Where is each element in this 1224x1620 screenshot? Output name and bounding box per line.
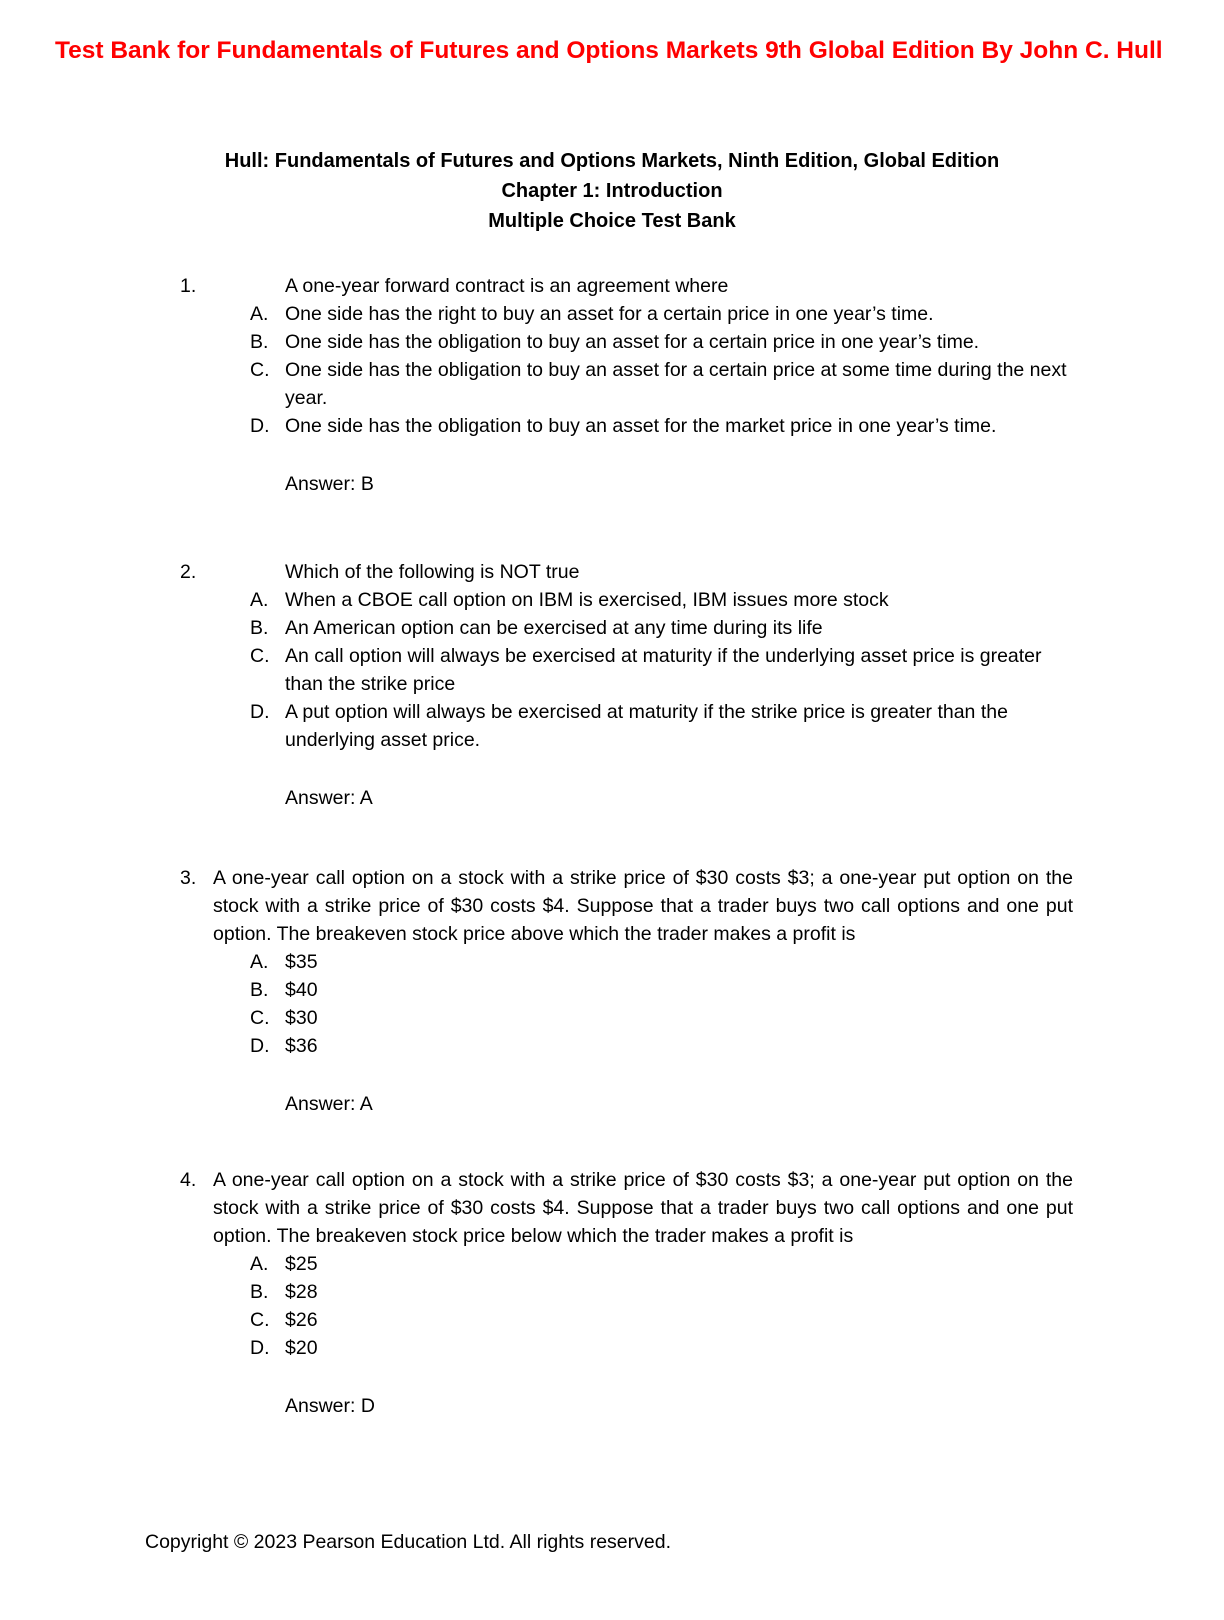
option-text: An call option will always be exercised at maturity if the underlying asset price is greater than the strike price [285,645,1042,695]
option-text: An American option can be exercised at any time during its life [285,617,823,639]
question-head [180,1166,1073,1250]
option-text: $40 [285,979,318,1001]
question-number: 1. [180,275,197,297]
question-head [180,558,1073,586]
option-letter: A. [250,1253,269,1275]
option-a [250,948,1073,976]
option-d [250,412,1073,440]
question-number: 3. [180,867,197,889]
question-head [180,272,1073,300]
question-2 [180,558,1073,812]
option-letter: D. [250,415,270,437]
option-text: One side has the right to buy an asset for a certain price in one year’s time. [285,303,934,325]
option-letter: D. [250,1337,270,1359]
option-letter: B. [250,1281,269,1303]
option-b [250,1278,1073,1306]
option-letter: A. [250,951,269,973]
option-text: When a CBOE call option on IBM is exercised, IBM issues more stock [285,589,889,611]
option-text: $35 [285,951,318,973]
option-d [250,1334,1073,1362]
option-b [250,976,1073,1004]
option-b [250,614,1073,642]
option-letter: C. [250,645,270,667]
option-text: $20 [285,1337,318,1359]
option-letter: D. [250,1035,270,1057]
question-number: 4. [180,1169,197,1191]
question-stem: A one-year call option on a stock with a strike price of $30 costs $3; a one-year put option on the stock with a strike price of $30 costs $4. Suppose that a trader buys two call options and one put option. The breakeven stock price below which the trader makes a profit is [213,1169,1073,1247]
answer-line: Answer: A [285,1093,373,1115]
answer-line: Answer: D [285,1395,375,1417]
question-list [180,272,1073,1420]
document-headings [0,146,1224,236]
option-text: $26 [285,1309,318,1331]
option-letter: C. [250,1007,270,1029]
option-a [250,300,1073,328]
option-d [250,1032,1073,1060]
option-c [250,642,1073,698]
question-stem: A one-year call option on a stock with a strike price of $30 costs $3; a one-year put option on the stock with a strike price of $30 costs $4. Suppose that a trader buys two call options and one put option. The breakeven stock price above which the trader makes a profit is [213,867,1073,945]
option-c [250,1004,1073,1032]
option-letter: D. [250,701,270,723]
document-page [0,36,1224,1620]
question-4 [180,1166,1073,1420]
option-letter: B. [250,979,269,1001]
section-heading: Multiple Choice Test Bank [488,210,736,232]
question-1 [180,272,1073,498]
document-banner-title: Test Bank for Fundamentals of Futures and Options Markets 9th Global Edition By John C. Hull [55,37,1163,64]
option-letter: C. [250,1309,270,1331]
question-stem: Which of the following is NOT true [285,561,580,583]
option-text: One side has the obligation to buy an asset for a certain price at some time during the next year. [285,359,1067,409]
option-c [250,1306,1073,1334]
option-text: One side has the obligation to buy an asset for the market price in one year’s time. [285,415,997,437]
option-letter: C. [250,359,270,381]
option-letter: B. [250,331,269,353]
option-text: $30 [285,1007,318,1029]
copyright-footer: Copyright © 2023 Pearson Education Ltd. All rights reserved. [145,1531,671,1553]
question-3 [180,864,1073,1118]
answer-line: Answer: B [285,473,374,495]
option-a [250,1250,1073,1278]
option-text: $36 [285,1035,318,1057]
option-c [250,356,1073,412]
answer-line: Answer: A [285,787,373,809]
option-text: A put option will always be exercised at maturity if the strike price is greater than the underlying asset price. [285,701,1008,751]
option-d [250,698,1073,754]
option-letter: A. [250,589,269,611]
book-title-heading: Hull: Fundamentals of Futures and Options Markets, Ninth Edition, Global Edition [224,150,1000,172]
option-b [250,328,1073,356]
option-text: $25 [285,1253,318,1275]
option-letter: B. [250,617,269,639]
chapter-heading: Chapter 1: Introduction [501,180,723,202]
option-a [250,586,1073,614]
question-head [180,864,1073,948]
question-number: 2. [180,561,197,583]
option-text: $28 [285,1281,318,1303]
question-stem: A one-year forward contract is an agreement where [285,275,729,297]
option-letter: A. [250,303,269,325]
option-text: One side has the obligation to buy an asset for a certain price in one year’s time. [285,331,980,353]
